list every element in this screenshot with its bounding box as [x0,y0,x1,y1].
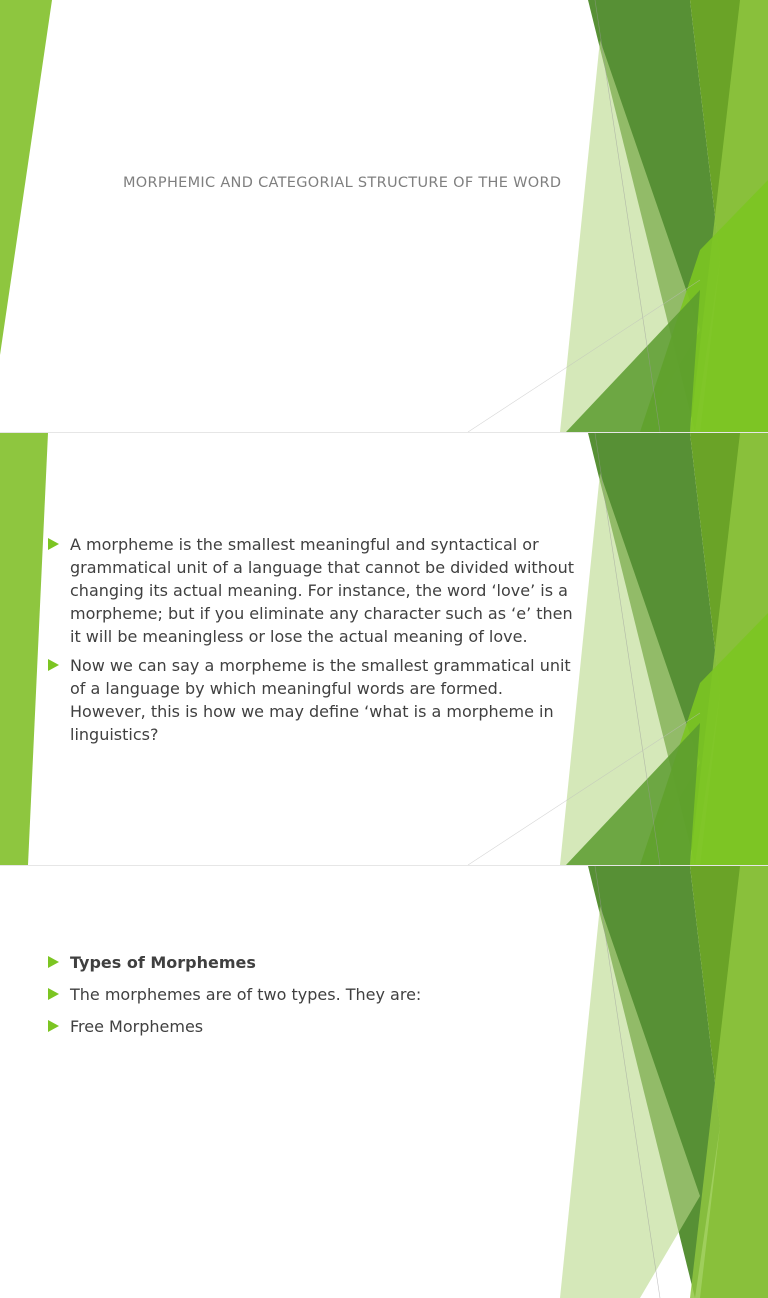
right-triangle-icon [48,988,59,1000]
list-item [48,1015,578,1038]
slide-decoration [0,0,768,432]
slide-types [0,866,768,1298]
list-item [48,654,578,746]
right-triangle-icon [48,956,59,968]
right-triangle-icon [48,1020,59,1032]
right-triangle-icon [48,538,59,550]
bullet-text: Types of Morphemes [70,953,256,972]
list-item [48,951,578,974]
slide-title [0,0,768,432]
slide-definition [0,433,768,865]
bullet-text: A morpheme is the smallest meaningful and syntactical or grammatical unit of a language that cannot be divided without changing its actual meaning. For instance, the word ‘love’ is a morpheme; but if you eliminate any character such as ‘e’ then it will be meaningless or lose the actual meaning of love. [70,535,575,646]
list-item [48,533,578,648]
slide-decoration [0,866,768,1298]
list-item [48,983,578,1006]
bullet-text: Free Morphemes [70,1017,204,1036]
right-triangle-icon [48,659,59,671]
bullet-list [48,533,578,752]
slide-title-text: MORPHEMIC AND CATEGORIAL STRUCTURE OF THE WORD [123,175,562,191]
bullet-text: The morphemes are of two types. They are: [70,985,422,1004]
bullet-list [48,951,578,1047]
bullet-text: Now we can say a morpheme is the smallest grammatical unit of a language by which meaningful words are formed. However, this is how we may define ‘what is a morpheme in linguistics? [70,656,571,744]
